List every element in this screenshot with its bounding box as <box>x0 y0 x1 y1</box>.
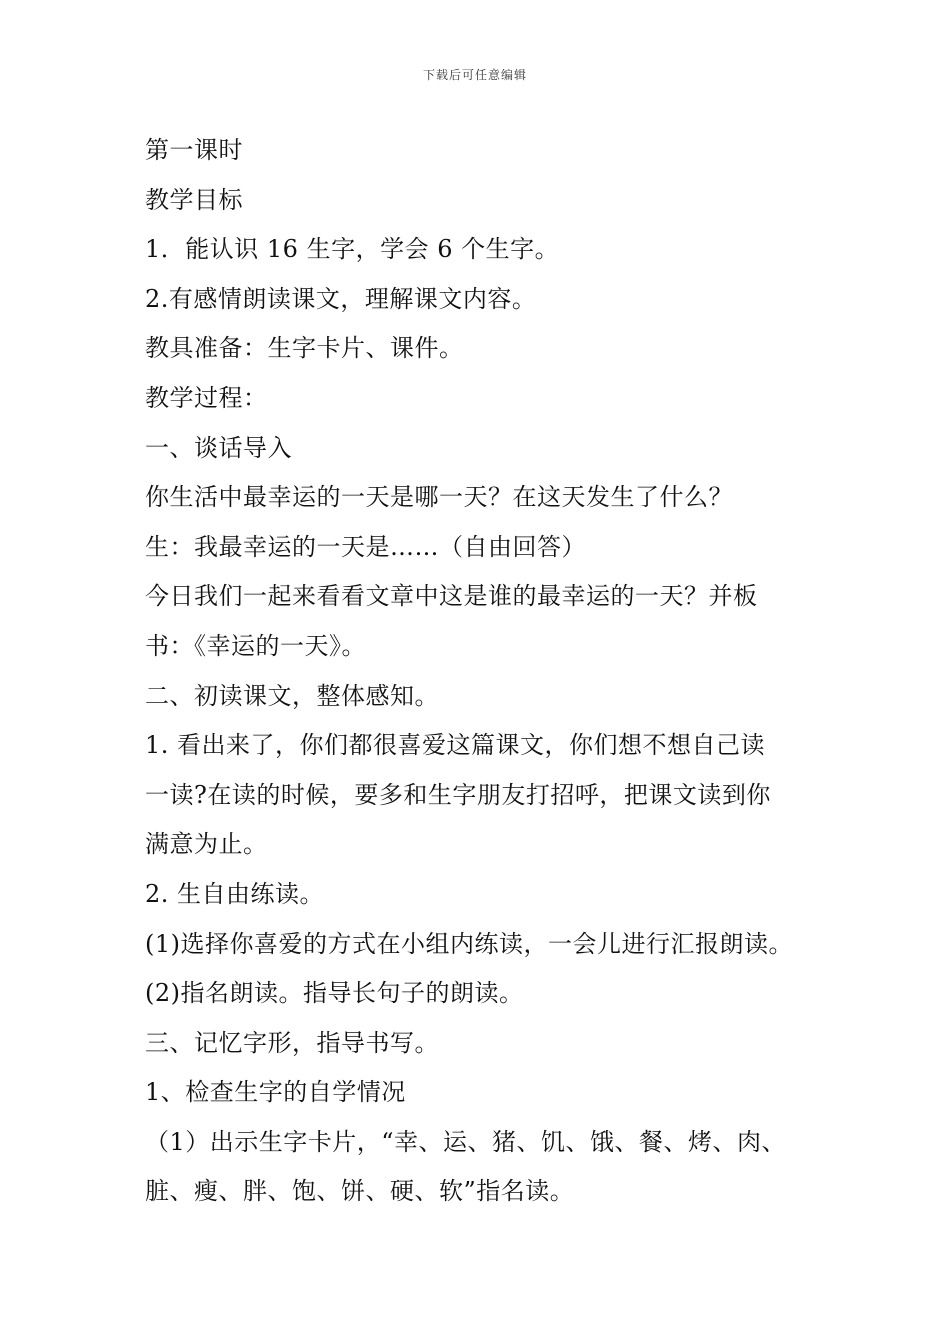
teaching-goals-heading: 教学目标 <box>145 185 243 214</box>
paragraph-line: (2)指名朗读。指导长句子的朗读。 <box>145 979 524 1008</box>
document-body <box>145 126 845 1217</box>
paragraph-line: 脏、瘦、胖、饱、饼、硬、软”指名读。 <box>145 1177 575 1206</box>
section-1-heading: 一、谈话导入 <box>145 433 292 462</box>
paragraph-line: 你生活中最幸运的一天是哪一天？在这天发生了什么？ <box>145 483 733 512</box>
paragraph-line: 一读?在读的时候，要多和生字朋友打招呼，把课文读到你 <box>145 780 771 809</box>
paragraph-line: （1）出示生字卡片，“幸、运、猪、饥、饿、餐、烤、肉、 <box>145 1127 787 1156</box>
paragraph-line: 今日我们一起来看看文章中这是谁的最幸运的一天？并板 <box>145 582 758 611</box>
goal-item-1: 1．能认识 16 生字，学会 6 个生字。 <box>145 235 560 264</box>
section-3-heading: 三、记忆字形，指导书写。 <box>145 1028 439 1057</box>
paragraph-line: 2. 生自由练读。 <box>145 879 325 908</box>
paragraph-line: 满意为止。 <box>145 830 268 859</box>
paragraph-line: 书：《幸运的一天》。 <box>145 631 366 660</box>
paragraph-line: (1)选择你喜爱的方式在小组内练读，一会儿进行汇报朗读。 <box>145 929 793 958</box>
paragraph-line: 1. 看出来了，你们都很喜爱这篇课文，你们想不想自己读 <box>145 731 766 760</box>
lesson-period-heading: 第一课时 <box>145 136 243 164</box>
goal-item-2: 2.有感情朗读课文，理解课文内容。 <box>145 284 537 313</box>
paragraph-line: 生：我最幸运的一天是……（自由回答） <box>145 532 586 561</box>
teaching-materials: 教具准备：生字卡片、课件。 <box>145 334 464 363</box>
paragraph-line: 1、检查生字的自学情况 <box>145 1078 406 1107</box>
page-header-note: 下载后可任意编辑 <box>422 68 527 82</box>
section-2-heading: 二、初读课文，整体感知。 <box>145 681 439 710</box>
teaching-process-heading: 教学过程： <box>145 383 268 412</box>
